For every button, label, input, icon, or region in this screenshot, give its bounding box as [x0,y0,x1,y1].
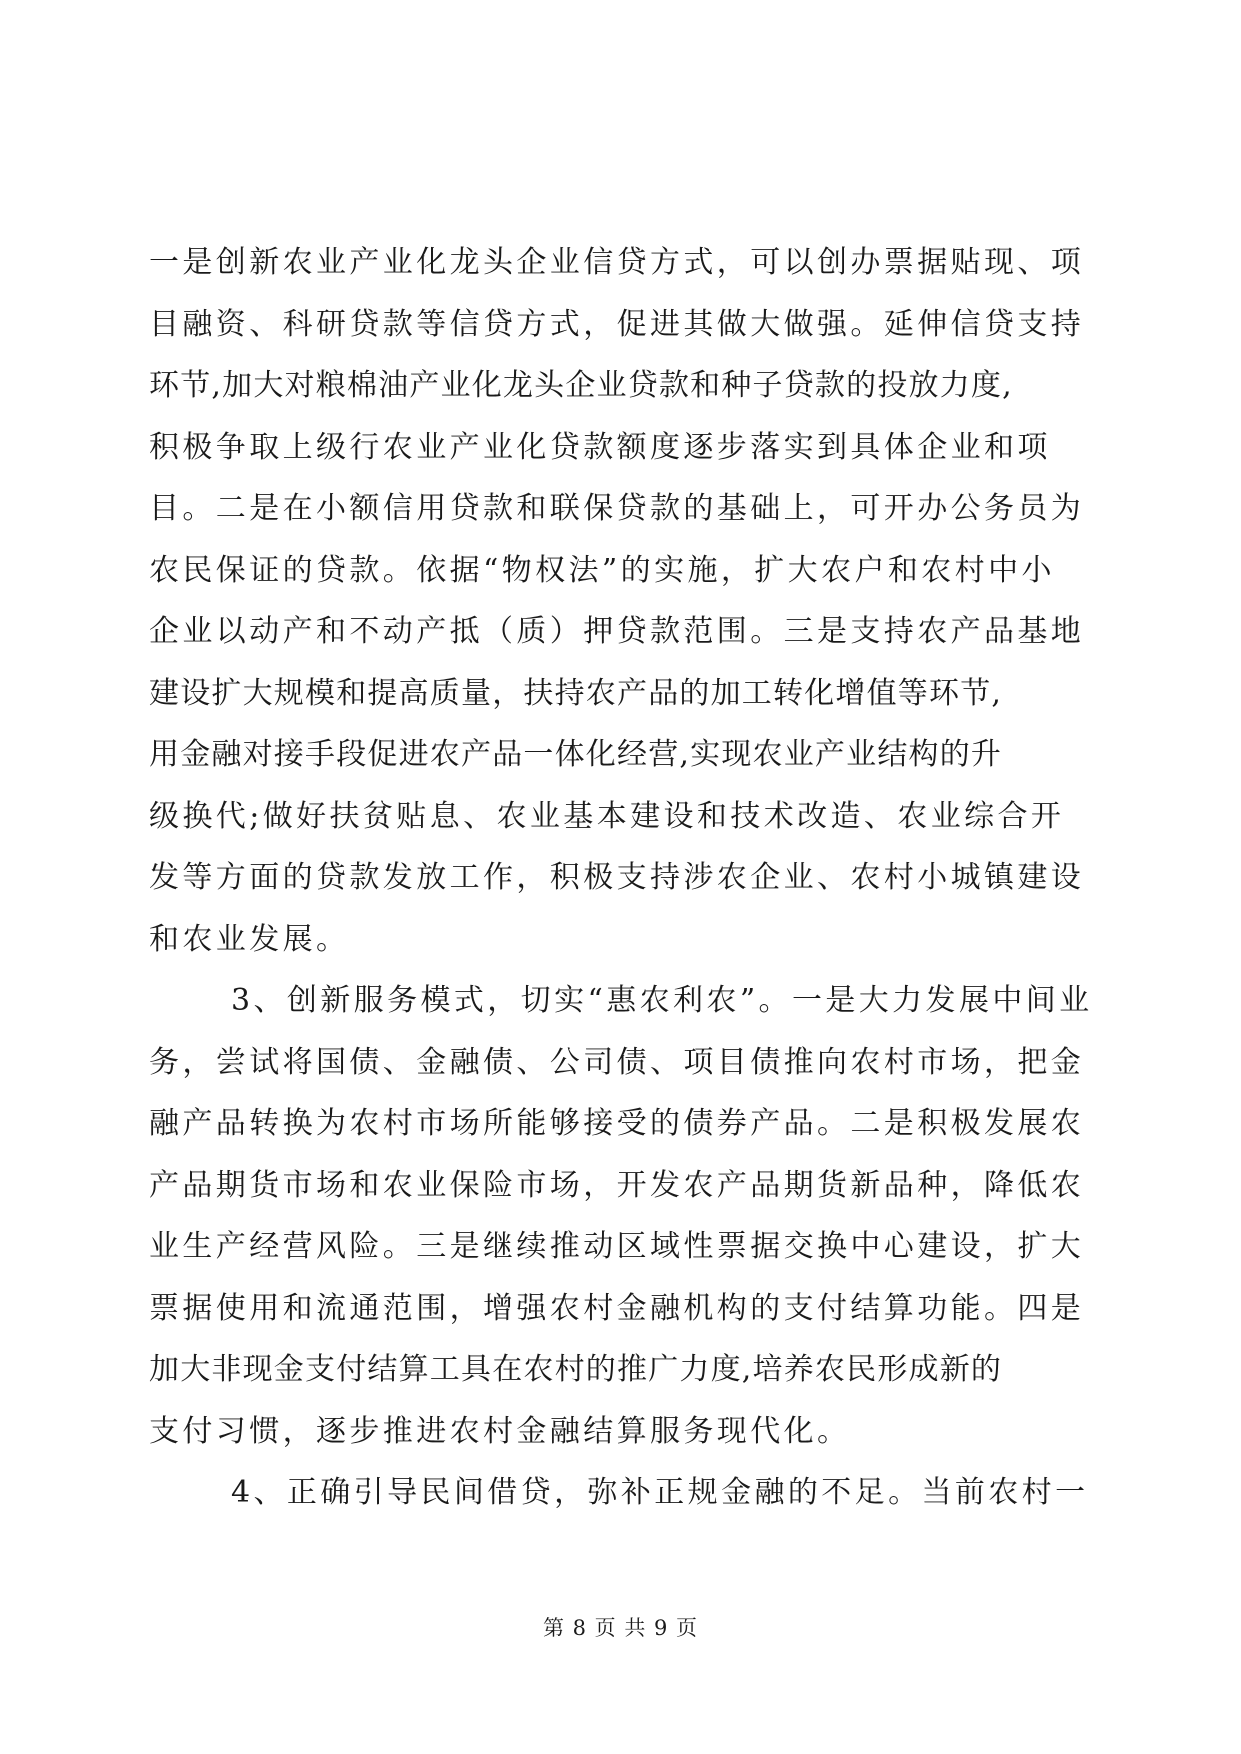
text-line: 农民保证的贷款。依据“物权法”的实施，扩大农户和农村中小 [149,552,1055,588]
text-line: 加大非现金支付结算工具在农村的推广力度,培养农民形成新的 [149,1352,1003,1387]
page-number-footer: 第 8 页 共 9 页 [542,1616,699,1640]
text-line: 建设扩大规模和提高质量，扶持农产品的加工转化增值等环节, [149,675,1003,711]
text-line: 票据使用和流通范围，增强农村金融机构的支付结算功能。四是 [149,1290,1085,1326]
text-line: 积极争取上级行农业产业化贷款额度逐步落实到具体企业和项 [149,429,1051,465]
text-line: 务，尝试将国债、金融债、公司债、项目债推向农村市场，把金 [149,1044,1085,1080]
text-line: 企业以动产和不动产抵（质）押贷款范围。三是支持农产品基地 [149,614,1085,649]
text-line: 环节,加大对粮棉油产业化龙头企业贷款和种子贷款的投放力度, [149,368,1013,403]
text-line: 支付习惯，逐步推进农村金融结算服务现代化。 [149,1413,851,1449]
document-body [149,232,1119,1524]
text-line: 和农业发展。 [149,921,350,957]
text-line: 发等方面的贷款发放工作，积极支持涉农企业、农村小城镇建设 [149,860,1085,895]
text-line: 融产品转换为农村市场所能够接受的债券产品。二是积极发展农 [149,1106,1085,1141]
text-line: 目融资、科研贷款等信贷方式，促进其做大做强。延伸信贷支持 [149,306,1085,342]
text-line: 级换代;做好扶贫贴息、农业基本建设和技术改造、农业综合开 [149,798,1065,834]
paragraph-start-line: 4、正确引导民间借贷，弥补正规金融的不足。当前农村一 [231,1475,1089,1510]
text-line: 业生产经营风险。三是继续推动区域性票据交换中心建设，扩大 [149,1229,1085,1264]
text-line: 用金融对接手段促进农产品一体化经营,实现农业产业结构的升 [149,737,1003,772]
text-line: 目。二是在小额信用贷款和联保贷款的基础上，可开办公务员为 [149,491,1085,526]
text-line: 一是创新农业产业化龙头企业信贷方式，可以创办票据贴现、项 [149,245,1085,280]
paragraph-start-line: 3、创新服务模式，切实“惠农利农”。一是大力发展中间业 [231,983,1093,1018]
text-line: 产品期货市场和农业保险市场，开发农产品期货新品种，降低农 [149,1167,1085,1203]
